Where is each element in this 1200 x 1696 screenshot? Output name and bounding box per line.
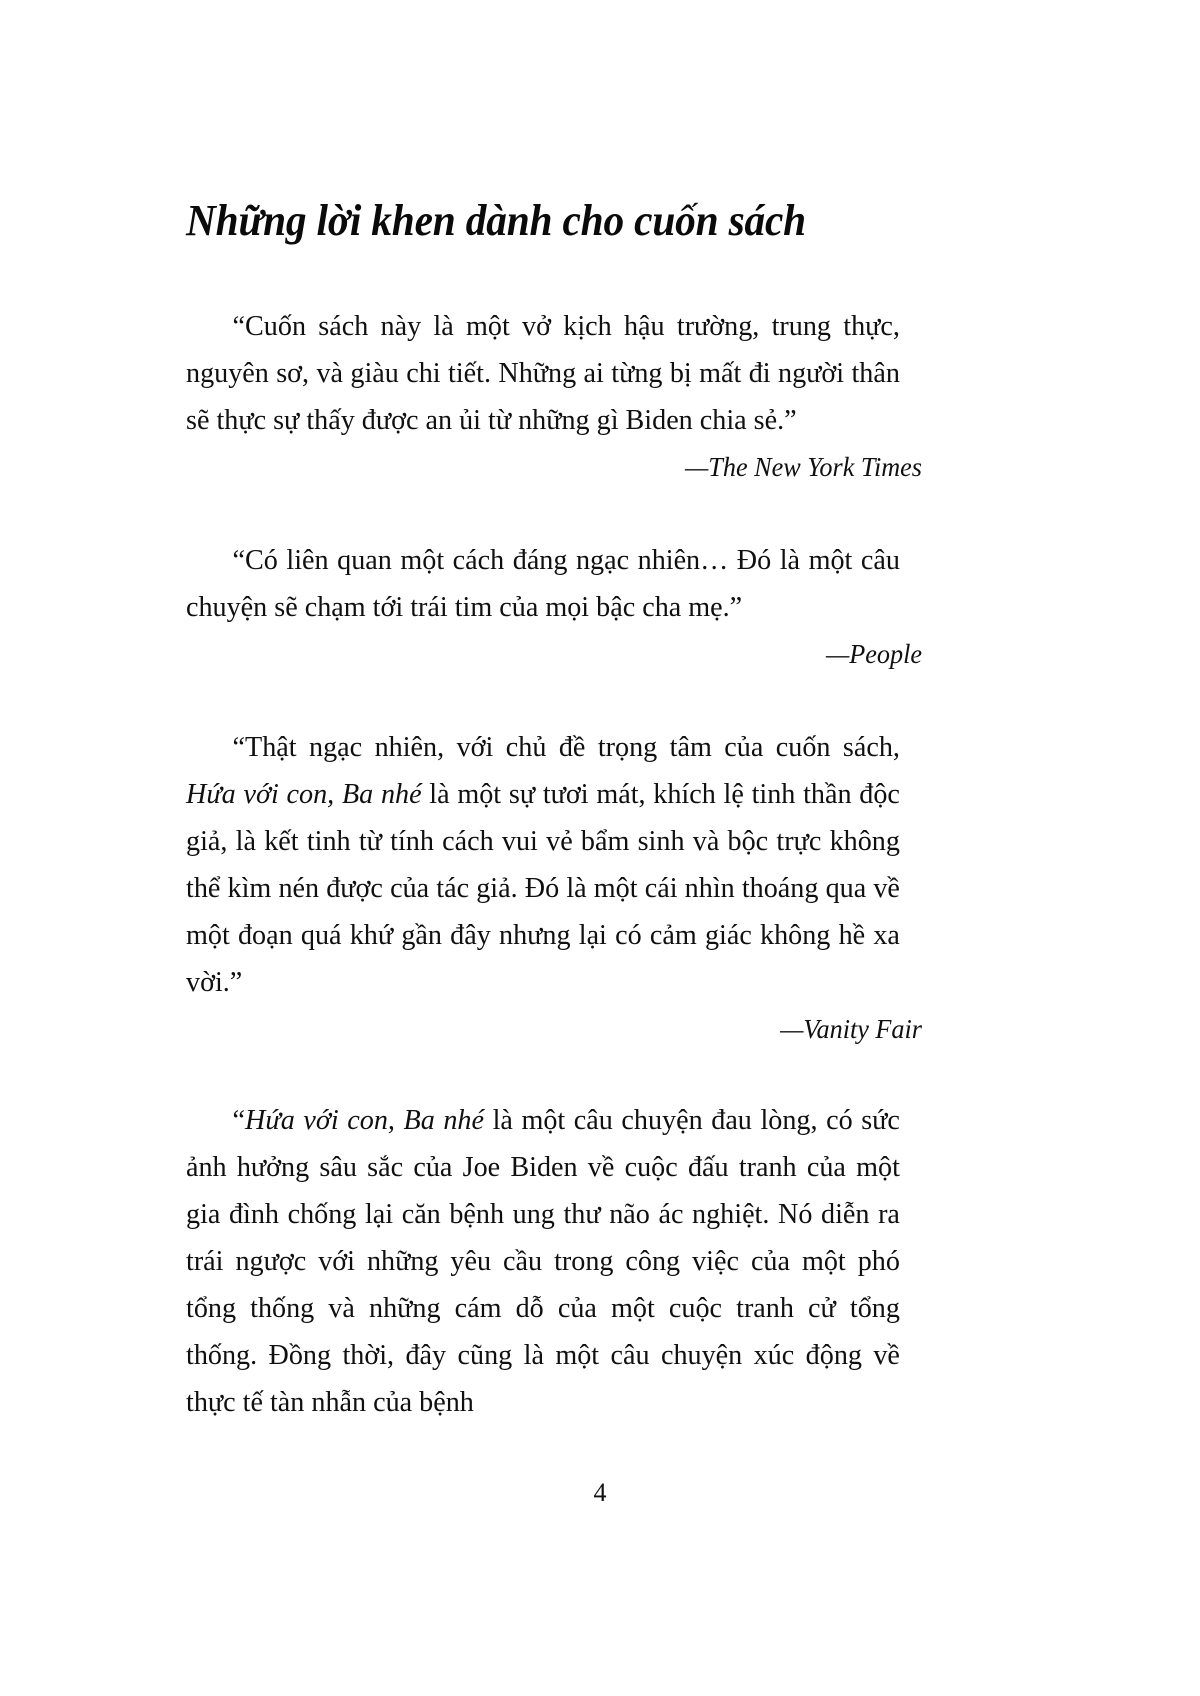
quote-text-part-2: là một sự tươi mát, khích lệ tinh thần độc giả, là kết tinh từ tính cách vui vẻ bẩm sinh và bộc trực không thể kìm nén được của tác giả. Đó là một cái nhìn thoáng qua về một đoạn quá khứ gần đây nhưng lại có cảm giác không hề xa vời.” <box>186 778 900 999</box>
quote-attribution: —The New York Times <box>685 452 922 483</box>
book-title-italic: Hứa với con, Ba nhé <box>186 778 422 811</box>
quote-block-fourth <box>186 1097 922 1426</box>
page-number: 4 <box>593 1478 607 1507</box>
spacer <box>186 1057 922 1097</box>
page-content <box>186 196 922 1432</box>
page-title: Những lời khen dành cho cuốn sách <box>186 196 806 245</box>
quote-text-part-1: “Thật ngạc nhiên, với chủ đề trọng tâm của cuốn sách, <box>232 731 900 764</box>
quote-block-vanity-fair <box>186 724 922 1051</box>
quote-block-people <box>186 537 922 676</box>
spacer <box>186 682 922 724</box>
book-title-italic: Hứa với con, Ba nhé <box>245 1104 484 1137</box>
quote-text-part-2: là một câu chuyện đau lòng, có sức ảnh hưởng sâu sắc của Joe Biden về cuộc đấu tranh của một gia đình chống lại căn bệnh ung thư não ác nghiệt. Nó diễn ra trái ngược với những yêu cầu trong công việc của một phó tổng thống và những cám dỗ của một cuộc tranh cử tổng thống. Đồng thời, đây cũng là một câu chuyện xúc động về thực tế tàn nhẫn của bệnh <box>186 1104 900 1419</box>
quote-attribution: —Vanity Fair <box>780 1014 922 1045</box>
quote-text: “Có liên quan một cách đáng ngạc nhiên… Đó là một câu chuyện sẽ chạm tới trái tim của mọi bậc cha mẹ.” <box>186 544 900 624</box>
quote-text: “Cuốn sách này là một vở kịch hậu trường, trung thực, nguyên sơ, và giàu chi tiết. Những ai từng bị mất đi người thân sẽ thực sự thấy được an ủi từ những gì Biden chia sẻ.” <box>186 310 900 437</box>
quote-text-part-1: “ <box>232 1104 246 1137</box>
quote-text <box>186 1097 900 1426</box>
quote-attribution: —People <box>825 639 922 670</box>
spacer <box>186 495 922 537</box>
quote-block-nyt <box>186 303 922 489</box>
quote-text <box>186 724 900 1006</box>
